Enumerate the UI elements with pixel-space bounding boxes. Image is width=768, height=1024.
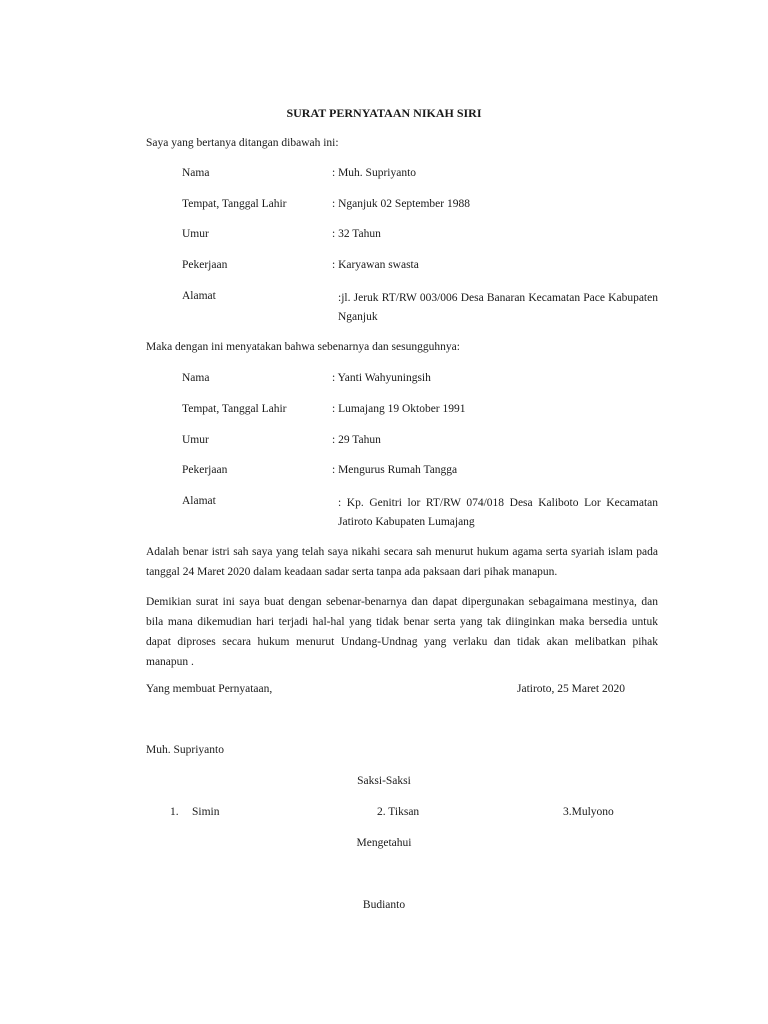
- document-title: SURAT PERNYATAAN NIKAH SIRI: [286, 106, 482, 120]
- p2-name-value: : Yanti Wahyuningsih: [332, 372, 431, 384]
- p2-job-value: : Mengurus Rumah Tangga: [332, 464, 458, 476]
- witness-1-name: Simin: [192, 806, 220, 818]
- declare-text: Maka dengan ini menyatakan bahwa sebenarnya dan sesungguhnya:: [146, 341, 460, 353]
- p2-address-value: : Kp. Genitri lor RT/RW 074/018 Desa Kaliboto Lor Kecamatan Jatiroto Kabupaten Lumajang: [338, 497, 658, 528]
- witness-2-name: 2. Tiksan: [377, 806, 420, 818]
- closing-statement: Demikian surat ini saya buat dengan sebenar-benarnya dan dapat dipergunakan sebagaimana mestinya, dan bila mana dikemudian hari terjadi hal-hal yang tidak benar serta yang tak diinginkan maka bersedia untuk dapat diproses secara hukum menurut Undang-Undnag yang verlaku dan tidak akan melibatkan pihak manapun .: [146, 596, 658, 668]
- p2-age-value: : 29 Tahun: [332, 434, 381, 446]
- witness-1-number: 1.: [170, 806, 179, 818]
- acknowledged-heading: Mengetahui: [356, 837, 412, 849]
- p1-job-label: Pekerjaan: [182, 259, 228, 271]
- p1-name-value: : Muh. Supriyanto: [332, 167, 417, 179]
- witnesses-heading: Saksi-Saksi: [357, 775, 411, 787]
- p1-job-value: : Karyawan swasta: [332, 259, 419, 271]
- maker-label: Yang membuat Pernyataan,: [146, 683, 273, 695]
- place-date: Jatiroto, 25 Maret 2020: [517, 683, 625, 695]
- maker-name: Muh. Supriyanto: [146, 744, 224, 756]
- p2-birth-value: : Lumajang 19 Oktober 1991: [332, 403, 466, 415]
- p1-birth-value: : Nganjuk 02 September 1988: [332, 198, 470, 210]
- p1-birth-label: Tempat, Tanggal Lahir: [182, 198, 287, 210]
- p1-name-label: Nama: [182, 167, 210, 179]
- p2-job-label: Pekerjaan: [182, 464, 228, 476]
- p2-name-label: Nama: [182, 372, 210, 384]
- p1-address-value: :jl. Jeruk RT/RW 003/006 Desa Banaran Kecamatan Pace Kabupaten Nganjuk: [338, 292, 658, 323]
- p2-address-label: Alamat: [182, 495, 216, 507]
- marriage-statement: Adalah benar istri sah saya yang telah saya nikahi secara sah menurut hukum agama serta syariah islam pada tanggal 24 Maret 2020 dalam keadaan sadar serta tanpa ada paksaan dari pihak manapun.: [146, 546, 658, 578]
- p1-age-value: : 32 Tahun: [332, 228, 381, 240]
- p1-age-label: Umur: [182, 228, 209, 240]
- p1-address-label: Alamat: [182, 290, 216, 302]
- p2-age-label: Umur: [182, 434, 209, 446]
- intro-text: Saya yang bertanya ditangan dibawah ini:: [146, 137, 339, 149]
- witness-3-name: 3.Mulyono: [563, 806, 614, 818]
- p2-birth-label: Tempat, Tanggal Lahir: [182, 403, 287, 415]
- acknowledged-name: Budianto: [362, 899, 406, 911]
